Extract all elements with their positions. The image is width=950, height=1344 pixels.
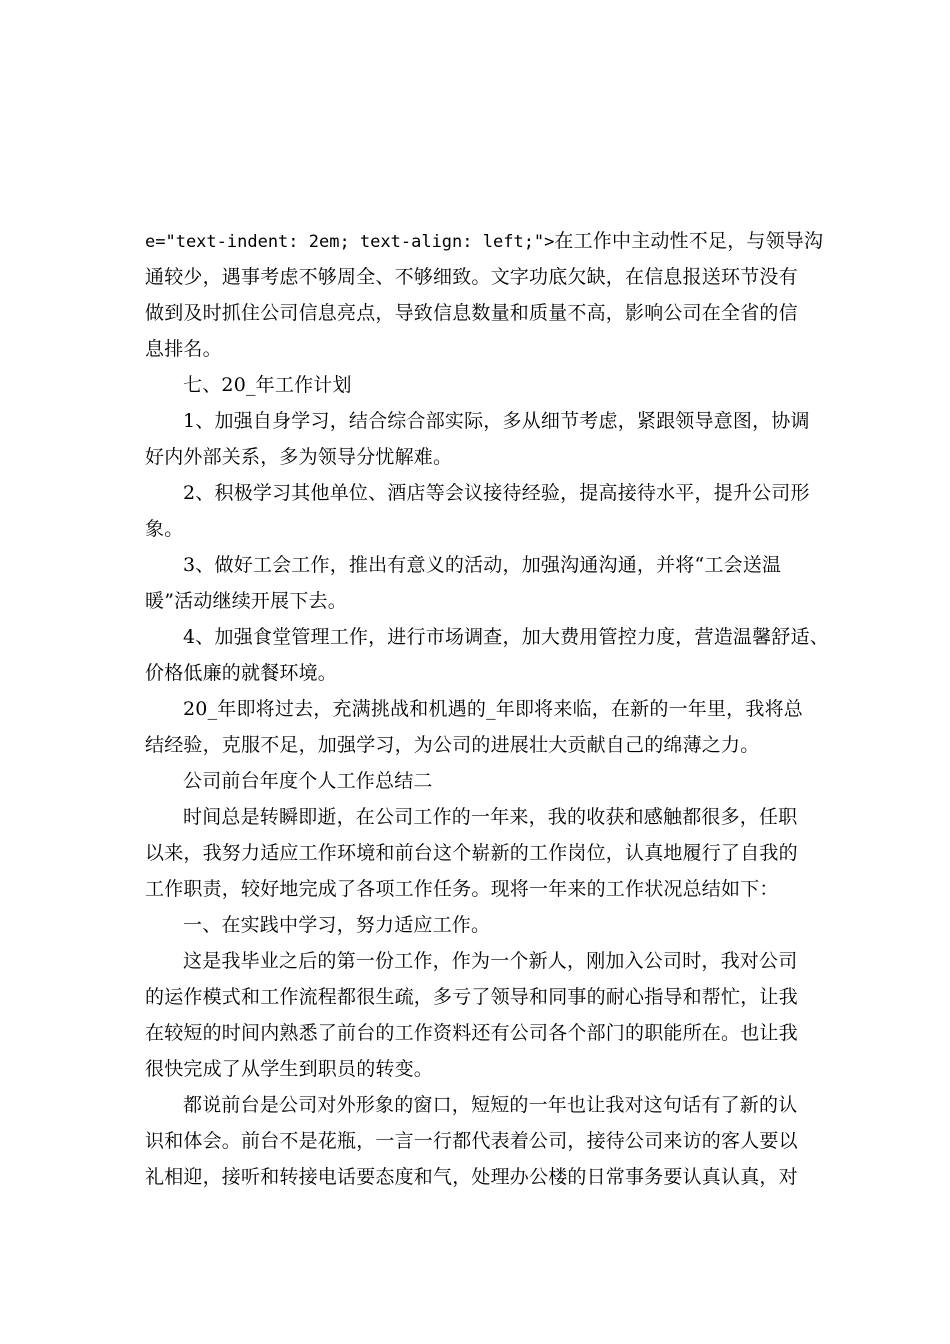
- paragraph-line: 3、做好工会工作，推出有意义的活动，加强沟通沟通，并将“工会送温: [183, 554, 782, 576]
- line-text: 在工作中主动性不足，与领导沟: [554, 230, 824, 252]
- section-heading: 公司前台年度个人工作总结二: [183, 770, 433, 792]
- stray-markup-text: e="text-indent: 2em; text-align: left;">: [145, 232, 555, 252]
- paragraph-line: 礼相迎，接听和转接电话要态度和气，处理办公楼的日常事务要认真认真，对: [145, 1166, 798, 1188]
- paragraph-line: 暖”活动继续开展下去。: [145, 590, 347, 612]
- paragraph-line: 通较少，遇事考虑不够周全、不够细致。文字功底欠缺，在信息报送环节没有: [145, 266, 798, 288]
- paragraph-line: [145, 229, 823, 254]
- paragraph-line: 4、加强食堂管理工作，进行市场调查，加大费用管控力度，营造温馨舒适、: [183, 626, 829, 648]
- paragraph-line: 1、加强自身学习，结合综合部实际，多从细节考虑，紧跟领导意图，协调: [183, 410, 810, 432]
- paragraph-line: 在较短的时间内熟悉了前台的工作资料还有公司各个部门的职能所在。也让我: [145, 1022, 798, 1044]
- section-heading: 七、20_年工作计划: [183, 374, 352, 396]
- paragraph-line: 识和体会。前台不是花瓶，一言一行都代表着公司，接待公司来访的客人要以: [145, 1130, 798, 1152]
- paragraph-line: 2、积极学习其他单位、酒店等会议接待经验，提高接待水平，提升公司形: [183, 482, 810, 504]
- paragraph-line: 时间总是转瞬即逝，在公司工作的一年来，我的收获和感触都很多，任职: [183, 806, 798, 828]
- section-heading: 一、在实践中学习，努力适应工作。: [183, 914, 491, 936]
- paragraph-line: 息排名。: [145, 338, 222, 360]
- paragraph-line: 工作职责，较好地完成了各项工作任务。现将一年来的工作状况总结如下：: [145, 878, 779, 900]
- paragraph-line: 好内外部关系，多为领导分忧解难。: [145, 446, 453, 468]
- paragraph-line: 结经验，克服不足，加强学习，为公司的进展壮大贡献自己的绵薄之力。: [145, 734, 760, 756]
- paragraph-line: 象。: [145, 518, 184, 540]
- paragraph-line: 做到及时抓住公司信息亮点，导致信息数量和质量不高，影响公司在全省的信: [145, 302, 798, 324]
- paragraph-line: 以来，我努力适应工作环境和前台这个崭新的工作岗位，认真地履行了自我的: [145, 842, 798, 864]
- paragraph-line: 很快完成了从学生到职员的转变。: [145, 1058, 434, 1080]
- paragraph-line: 的运作模式和工作流程都很生疏，多亏了领导和同事的耐心指导和帮忙，让我: [145, 986, 798, 1008]
- paragraph-line: 20_年即将过去，充满挑战和机遇的_年即将来临，在新的一年里，我将总: [183, 698, 803, 720]
- paragraph-line: 价格低廉的就餐环境。: [145, 662, 338, 684]
- paragraph-line: 都说前台是公司对外形象的窗口，短短的一年也让我对这句话有了新的认: [183, 1094, 798, 1116]
- paragraph-line: 这是我毕业之后的第一份工作，作为一个新人，刚加入公司时，我对公司: [183, 950, 798, 972]
